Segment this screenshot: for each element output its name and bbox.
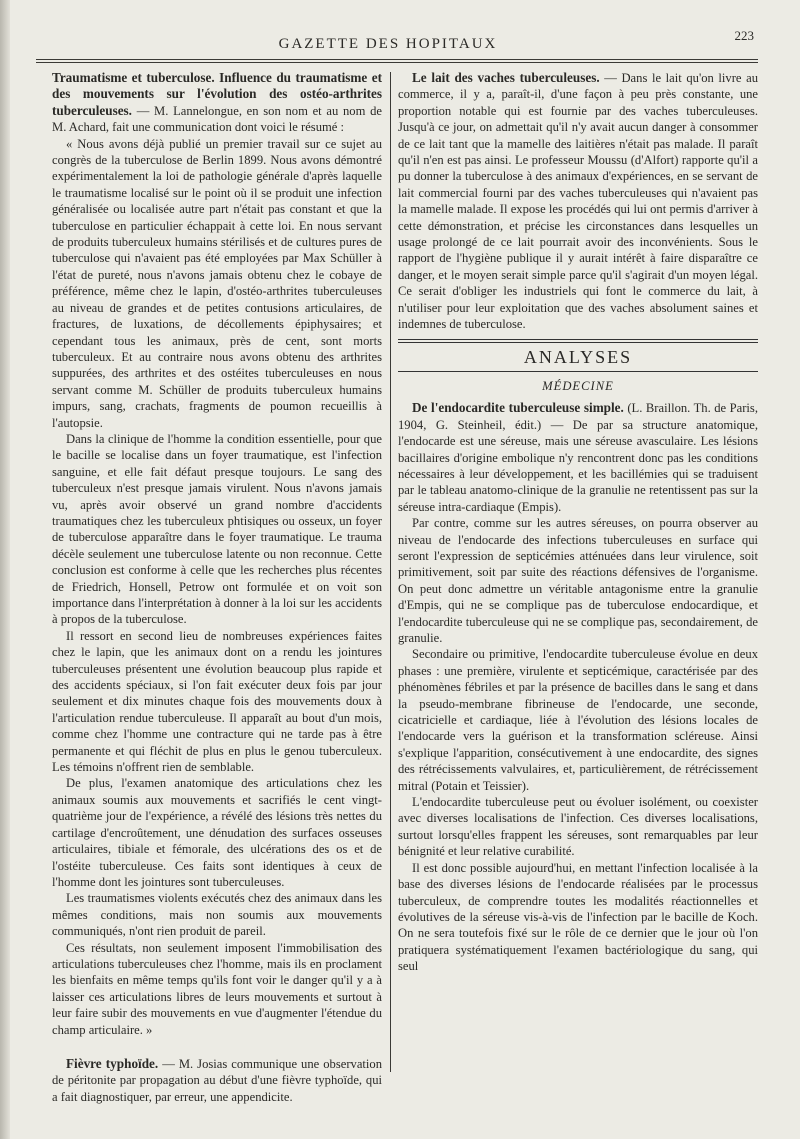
article-title: Le lait des vaches tuberculeuses. bbox=[412, 70, 600, 85]
paragraph: Par contre, comme sur les autres séreuses, on pourra observer au niveau de l'endocarde des infections tuberculeuses en surface qui seront l'expression de septicémies atténuées dans leur virulence, soit primitivement, soit par suite des réactions défensives de l'organisme. On peut donc admettre un véritable antagonisme entre la granulie d'Empis, qui ne se complique pas de tuberculose endocardique, et l'endocardite tuberculeuse qui ne se complique pas, secondairement, de granulie. bbox=[398, 516, 758, 645]
article-fievre-typhoide bbox=[52, 1056, 382, 1105]
article-endocardite bbox=[398, 400, 758, 515]
paragraph: Secondaire ou primitive, l'endocardite tuberculeuse évolue en deux phases : une première, virulente et septicémique, caractérisée par des phénomènes fébriles et par la présence de bacilles dans le sang et dans la pseudo-membrane fibrineuse de l'endocarde, une seconde, cicatricielle et cardiaque, liée à l'évolution des lésions locales de l'endocarde vers la guérison et la transformation scléreuse. Ainsi s'explique l'apparition, consécutivement à une endocardite, des signes des rétrécissements valvulaires, et, particulièrement, de rétrécissement mitral (Potain et Teissier). bbox=[398, 647, 758, 793]
paragraph: De par sa structure anatomique, l'endocarde est une séreuse, mais une séreuse avasculaire. Les lésions bacillaires d'origine embolique n'y rencontrent donc pas les conditions nécessaires à leur développement, et les bacillémies qui se traduisent par le tableau anatomo-clinique de la granulie ne retentissent pas sur la séreuse intra-cardiaque (Empis). bbox=[398, 417, 758, 514]
section-rule bbox=[398, 339, 758, 343]
article-traumatisme bbox=[52, 70, 382, 136]
page-number: 223 bbox=[734, 28, 754, 43]
section-title: ANALYSES bbox=[523, 346, 633, 367]
paragraph: Il ressort en second lieu de nombreuses expériences faites chez le lapin, que les animaux dont on a rendu les jointures tuberculeuses présentent une évolution beaucoup plus rapide et des accidents spéciaux, si l'on fait exécuter deux fois par jour seulement et dix minutes chaque fois des mouvements doux à l'articulation rendue tuberculeuse. Il apparaît au bout d'un mois, comme chez l'homme une contracture qui ne tarde pas à être permanente et qui fléchit de plus en plus le genou tuberculeux. Les témoins n'offrent rien de semblable. bbox=[52, 628, 382, 775]
header-rule-bottom bbox=[36, 62, 758, 63]
right-column bbox=[398, 70, 758, 975]
left-column bbox=[52, 70, 382, 1105]
article-title: De l'endocardite tuberculeuse simple. bbox=[412, 400, 624, 416]
header-rule-top bbox=[36, 59, 758, 60]
subsection-title: MÉDECINE bbox=[542, 378, 614, 393]
article-title: Fièvre typhoïde. bbox=[66, 1055, 159, 1071]
article-citation: (L. Braillon. Th. de Paris, 1904, G. Steinheil, édit.) — bbox=[398, 401, 758, 432]
article-text: — M. Josias communique une observation de péritonite par propagation au début d'une fièvre typhoïde, qui a fait diagnostiquer, par erreur, une appendicite. bbox=[52, 1056, 382, 1104]
page-spine-shadow bbox=[0, 0, 10, 1139]
paragraph: Les traumatismes violents exécutés chez des animaux dans les mêmes conditions, mais non soumis aux mouvements communiqués, n'ont rien produit de pareil. bbox=[52, 891, 382, 939]
article-byline: — M. Lannelongue, en son nom et au nom de M. Achard, fait une communication dont voici le résumé : bbox=[52, 103, 382, 135]
journal-title: GAZETTE DES HOPITAUX bbox=[278, 36, 498, 52]
paragraph: Dans la clinique de l'homme la condition essentielle, pour que le bacille se localise dans un foyer traumatique, est l'infection sanguine, et elle fait défaut presque toujours. Le sang des tuberculeux n'est presque jamais virulent. Nous n'avons jamais vu, après avoir observé un grand nombre d'accidents traumatiques chez les tuberculeux phtisiques ou osseux, un foyer de tuberculose apparaître dans le foyer traumatique. Le trauma décèle seulement une tuberculose latente ou non reconnue. Cette conclusion est conforme à celle que les recherches plus récentes de Friedrich, Honsell, Petrow ont formulée et on voit son importance dans l'interprétation à donner à la loi sur les accidents à propos de la tuberculose. bbox=[52, 431, 382, 627]
section-rule bbox=[398, 371, 758, 372]
paragraph: De plus, l'examen anatomique des articulations chez les animaux soumis aux mouvements et sacrifiés le cent vingt-quatrième jour de l'expérience, a révélé des lésions très nettes du cartilage d'encroûtement, une dénudation des surfaces osseuses articulaires, tibiale et fémorale, des ulcérations des os et de l'ostéite tuberculeuse. Ces faits sont identiques à ceux de l'homme dont les jointures sont tuberculeuses. bbox=[52, 776, 382, 889]
column-divider bbox=[390, 72, 391, 1072]
paragraph: L'endocardite tuberculeuse peut ou évoluer isolément, ou coexister avec diverses localisations de l'infection. Ces diverses localisations, surtout lorsqu'elles frappent les séreuses, sont remarquables par leur bénignité et leur relative curabilité. bbox=[398, 795, 758, 859]
paragraph: Il est donc possible aujourd'hui, en mettant l'infection localisée à la base des diverses lésions de l'endocarde réalisées par le processus tuberculeux, de comprendre toutes les modalités réactionnelles et évolutives de la séreuse vis-à-vis de l'infection par le bacille de Koch. On ne sera toutefois fixé sur le rôle de ce dernier que le jour où l'on pratiquera systématiquement l'examen bactériologique du sang, qui seul bbox=[398, 860, 758, 974]
article-title: Traumatisme et tuberculose. Influence du traumatisme et des mouvements sur l'évolution des ostéo-arthrites tuberculeuses. bbox=[52, 70, 382, 118]
paragraph: Ces résultats, non seulement imposent l'immobilisation des articulations tuberculeuses chez l'homme, mais ils en proclament les bienfaits en même temps qu'ils font voir le danger qu'il y a à laisser ces articulations libres de leurs mouvements et surtout à leur faire subir des mouvements en vue d'augmenter l'étendue du champ articulaire. » bbox=[52, 940, 382, 1037]
article-text: — Dans le lait qu'on livre au commerce, il y a, paraît-il, d'une façon à peu près constante, une proportion notable qui est fournie par des vaches tuberculeuses. Jusqu'à ce jour, on admettait qu'il n'y avait aucun danger à consommer de ce lait tant que la mamelle des laitières n'était pas malade. Il paraît qu'il n'en est pas ainsi. Le professeur Moussu (d'Alfort) rapporte qu'il a pu donner la tuberculose à des animaux d'expériences, en se servant de lait commercial fourni par des vaches tuberculeuses qui n'avaient pas la mamelle malade. Il expose les procédés qui lui ont permis d'arriver à cette démonstration, et précise les circonstances dans lesquelles un usage prolongé de ce lait pourrait avoir des inconvénients. Sous le rapport de l'hygiène publique il y aurait intérêt à faire disparaître ce danger, et le moyen serait simple parce qu'il s'agirait d'un moyen légal. Ce serait d'obliger les industriels qui font le commerce du lait, à n'utiliser pour leur exploitation que des vaches absolument saines et indemnes de tuberculose. bbox=[398, 71, 758, 332]
article-lait-vaches bbox=[398, 70, 758, 333]
paragraph: « Nous avons déjà publié un premier travail sur ce sujet au congrès de la tuberculose de Berlin 1899. Nous avons démontré expérimentalement la loi de pathologie générale d'après laquelle le traumatisme localisé sur le point où il se produit une infection généralisée ou localisée autre part n'était pas constant et que la tuberculose en particulier échappait à cette loi. En nous servant de produits tuberculeux humains stérilisés et de cultures pures de tuberculose qui n'avaient pas été employées par Max Schüller à l'état de pureté, nous n'avons jamais obtenu chez le cobaye de préférence, même chez le lapin, d'ostéo-arthrites tuberculeuses au niveau de grandes et de petites contusions articulaires, de fractures, de luxations, de décollements épiphysaires; et cependant tous les animaux, près de cent, sont morts tuberculeux. Et au contraire nous avons obtenu des arthrites suppurées, des arthrites et des ostéites tuberculeuses en nous servant comme M. Schüller de produits tuberculeux humains impurs, sang, crachats, fragments de poumon recueillis à l'autopsie. bbox=[52, 136, 382, 430]
